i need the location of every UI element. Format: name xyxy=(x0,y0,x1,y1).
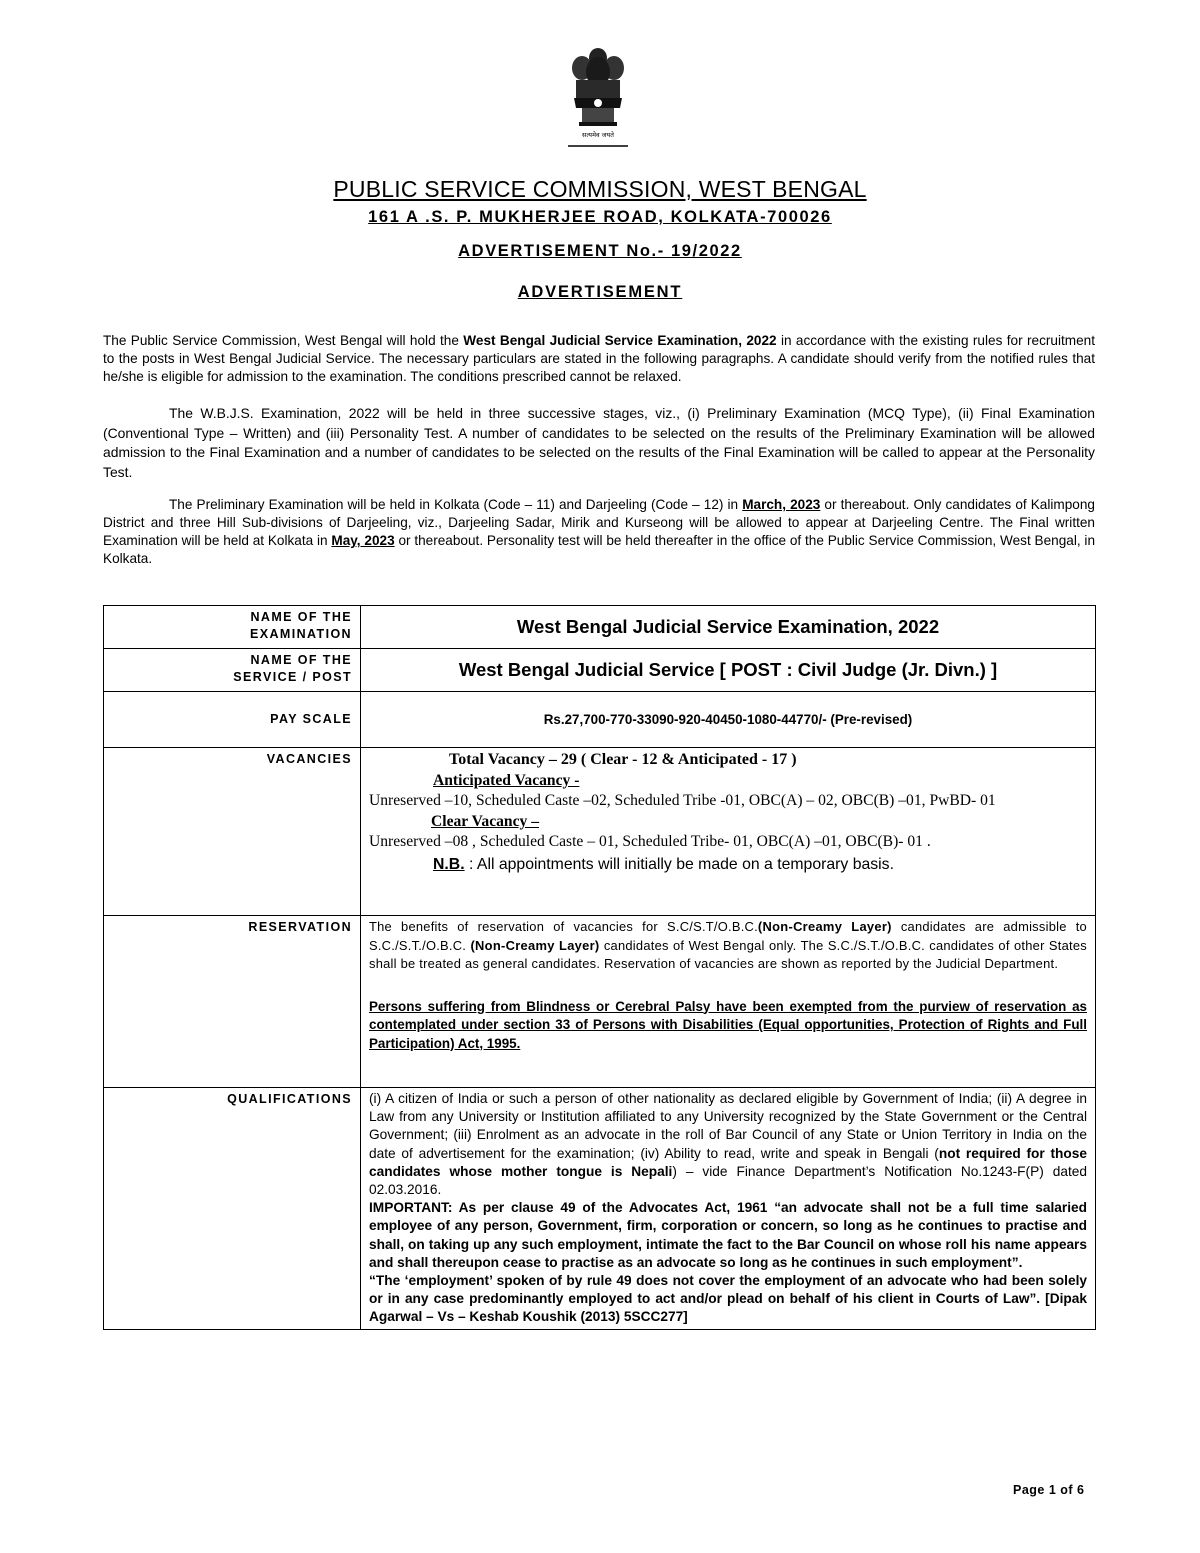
reservation-text: The benefits of reservation of vacancies for S.C/S.T/O.B.C.(Non-Creamy Layer) candidates are admissible to S.C./S.T./O.B.C. (Non-Creamy Layer) candidates of West Bengal only. The S.C./S.T./O.B.C. candidates of other States shall be treated as general candidates. Reservation of vacancies are shown as reported by the Judicial Department. xyxy=(369,919,1087,971)
table-row-reservation xyxy=(104,916,1096,1088)
page-number: Page 1 of 6 xyxy=(1013,1483,1085,1497)
service-post-value: West Bengal Judicial Service [ POST : Civil Judge (Jr. Divn.) ] xyxy=(361,649,1096,692)
anticipated-vacancy-title: Anticipated Vacancy - xyxy=(433,771,580,789)
employment-case-citation: “The ‘employment’ spoken of by rule 49 does not cover the employment of an advocate who had been solely or in any case predominantly employed to act and/or plead on behalf of his client in Courts of Law”. [Dipak Agarwal – Vs – Keshab Koushik (2013) 5SCC277] xyxy=(369,1273,1087,1325)
clear-vacancy-title: Clear Vacancy – xyxy=(431,812,539,830)
state-emblem-logo xyxy=(560,42,636,152)
intro-paragraph-2: The W.B.J.S. Examination, 2022 will be held in three successive stages, viz., (i) Preliminary Examination (MCQ Type), (ii) Final Examination (Conventional Type – Written) and (iii) Personality Test. A number of candidates to be selected on the results of the Preliminary Examination will be allowed admission to the Final Examination and a number of candidates to be selected on the results of the Final Examination will be called to appear at the Personality Test. xyxy=(103,405,1095,480)
table-row-service xyxy=(104,649,1096,692)
reservation-value xyxy=(361,916,1096,1088)
anticipated-vacancy-breakdown: Unreserved –10, Scheduled Caste –02, Scheduled Tribe -01, OBC(A) – 02, OBC(B) –01, PwBD- 01 xyxy=(369,792,996,809)
qualifications-label: QUALIFICATIONS xyxy=(104,1088,361,1330)
vacancies-label: VACANCIES xyxy=(104,748,361,916)
table-row-exam xyxy=(104,606,1096,649)
advertisement-number: ADVERTISEMENT No.- 19/2022 xyxy=(458,242,742,260)
disability-exemption-note: Persons suffering from Blindness or Cerebral Palsy have been exempted from the purview of reservation as contemplated under section 33 of Persons with Disabilities (Equal opportunities, Protection of Rights and Full Participation) Act, 1995. xyxy=(369,998,1087,1051)
exam-name-value: West Bengal Judicial Service Examination, 2022 xyxy=(361,606,1096,649)
commission-address: 161 A .S. P. MUKHERJEE ROAD, KOLKATA-700026 xyxy=(368,208,832,226)
clear-vacancy-breakdown: Unreserved –08 , Scheduled Caste – 01, Scheduled Tribe- 01, OBC(A) –01, OBC(B)- 01 . xyxy=(369,833,931,850)
intro-paragraph-1: The Public Service Commission, West Bengal will hold the West Bengal Judicial Service Examination, 2022 in accordance with the existing rules for recruitment to the posts in West Bengal Judicial Service. The necessary particulars are stated in the following paragraphs. A candidate should verify from the notified rules that he/she is eligible for admission to the examination. The conditions prescribed cannot be relaxed. xyxy=(103,333,1095,384)
examination-details-table xyxy=(103,605,1096,1330)
eligibility-criteria: (i) A citizen of India or such a person of other nationality as declared eligible by Government of India; (ii) A degree in Law from any University or Institution affiliated to any University recognized by the State Government or the Central Government; (iii) Enrolment as an advocate in the roll of Bar Council of any State or Union Territory in India on the date of advertisement for the examination; (iv) Ability to read, write and speak in Bengali (not required for those candidates whose mother tongue is Nepali) – vide Finance Department’s Notification No.1243-F(P) dated 02.03.2016. xyxy=(369,1091,1087,1198)
reservation-label: RESERVATION xyxy=(104,916,361,1088)
service-post-label: NAME OF THE SERVICE / POST xyxy=(104,649,361,692)
advertisement-title: ADVERTISEMENT xyxy=(517,283,683,301)
lion-capital-emblem-icon xyxy=(560,42,636,152)
commission-name-heading: PUBLIC SERVICE COMMISSION, WEST BENGAL xyxy=(333,176,867,202)
total-vacancy: Total Vacancy – 29 ( Clear - 12 & Anticipated - 17 ) xyxy=(449,751,797,768)
advocates-act-notice: IMPORTANT: As per clause 49 of the Advocates Act, 1961 “an advocate shall not be a full time salaried employee of any person, Government, firm, corporation or concern, so long as he continues to practise and shall, on taking up any such employment, intimate the fact to the Bar Council on whose roll his name appears and shall thereupon cease to practise as an advocate so long as he continues in such employment”. xyxy=(369,1200,1087,1270)
vacancy-note: N.B. : All appointments will initially be made on a temporary basis. xyxy=(433,855,894,873)
vacancies-value xyxy=(361,748,1096,916)
table-row-qualifications xyxy=(104,1088,1096,1330)
svg-text:सत्यमेव जयते: सत्यमेव जयते xyxy=(582,131,614,139)
intro-paragraph-3: The Preliminary Examination will be held in Kolkata (Code – 11) and Darjeeling (Code – 12) in March, 2023 or thereabout. Only candidates of Kalimpong District and three Hill Sub-divisions of Darjeeling, viz., Darjeeling Sadar, Mirik and Kurseong will be allowed to appear at Darjeeling Centre. The Final written Examination will be held at Kolkata in May, 2023 or thereabout. Personality test will be held thereafter in the office of the Public Service Commission, West Bengal, in Kolkata. xyxy=(103,497,1096,566)
pay-scale-value: Rs.27,700-770-33090-920-40450-1080-44770/- (Pre-revised) xyxy=(361,692,1096,748)
qualifications-value xyxy=(361,1088,1096,1330)
pay-scale-label: PAY SCALE xyxy=(104,692,361,748)
table-row-vacancies xyxy=(104,748,1096,916)
table-row-pay xyxy=(104,692,1096,748)
exam-name-label: NAME OF THE EXAMINATION xyxy=(104,606,361,649)
